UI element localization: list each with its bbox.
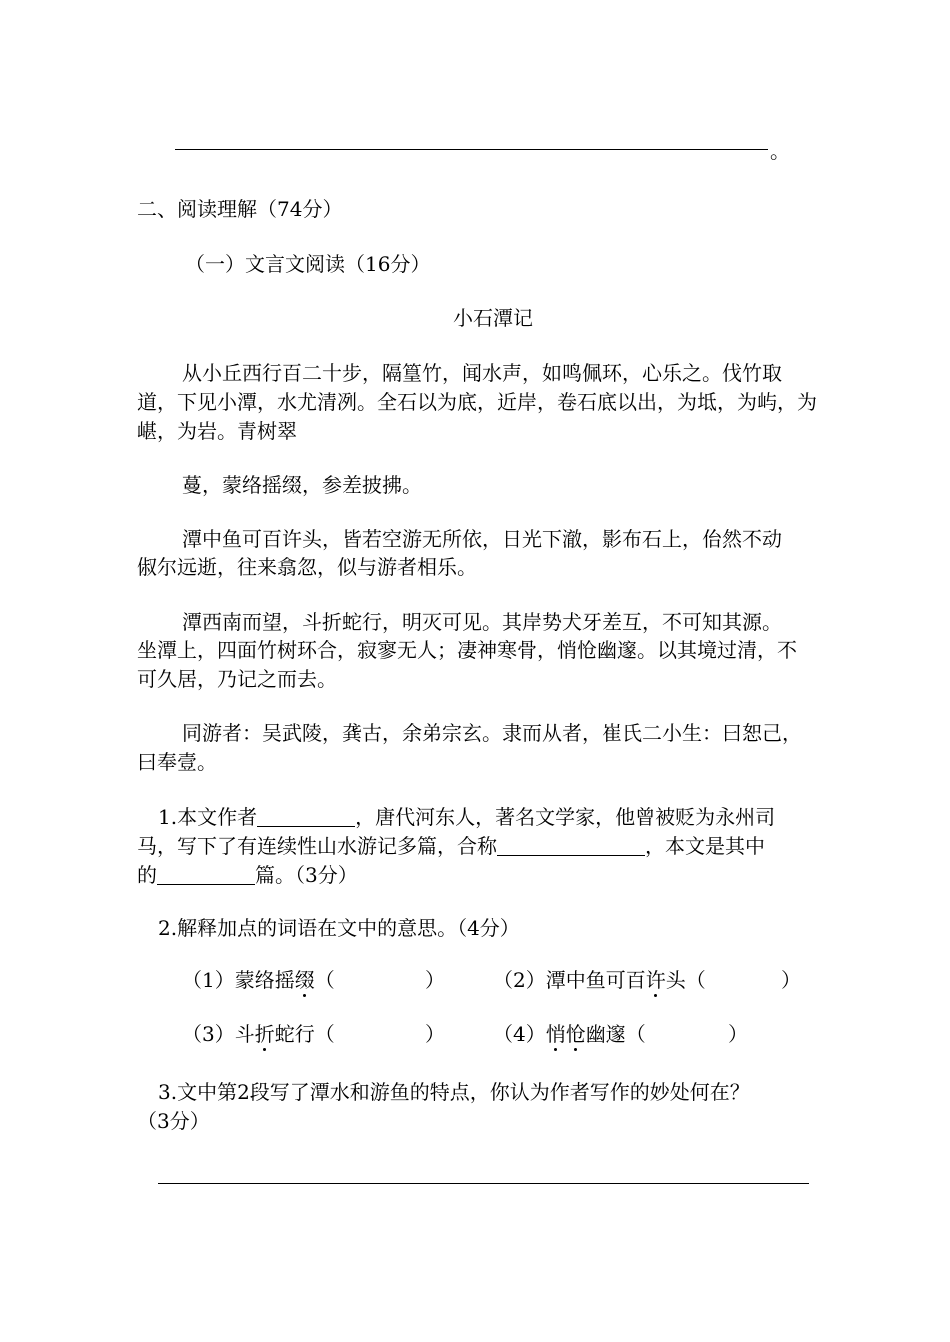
q2-i2-answer-space[interactable]: [715, 968, 777, 994]
q1-text-f: 篇。（3分）: [255, 863, 358, 887]
passage-p4-line1: 潭西南而望，斗折蛇行，明灭可见。其岸势犬牙差互，不可知其源。: [182, 610, 782, 634]
q2-i1-dotted-word: 缀: [294, 968, 315, 992]
q2-i3-text: （3）斗: [182, 1022, 255, 1046]
passage-p4-line2: 坐潭上，四面竹树环合，寂寥无人；凄神寒骨，悄怆幽邃。以其境过清，不: [137, 638, 797, 662]
q2-i4-open-paren: 幽邃（: [585, 1022, 646, 1046]
q2-i2-text: （2）潭中鱼可百: [493, 968, 646, 992]
q2-i4-dotted-word-1: 悄: [545, 1022, 566, 1046]
q1-ordinal-blank[interactable]: [157, 864, 255, 885]
question-1-line2: [137, 835, 765, 856]
q2-i1-answer-space[interactable]: [325, 968, 420, 994]
q2-i2-open-paren: 头（: [665, 968, 706, 992]
passage-p5-line2: 曰奉壹。: [137, 750, 217, 774]
q2-i1-close-paren: ）: [425, 968, 445, 992]
question-1-line3: [137, 864, 358, 885]
passage-title: 小石潭记: [453, 306, 533, 330]
passage-p1-line2: 道，下见小潭，水尤清冽。全石以为底，近岸，卷石底以出，为坻，为屿，为: [137, 390, 817, 414]
q2-i4-close-paren: ）: [728, 1022, 748, 1046]
passage-p1-line1: 从小丘西行百二十步，隔篁竹，闻水声，如鸣佩环，心乐之。伐竹取: [182, 361, 782, 385]
q2-i2-dotted-word: 许: [645, 968, 666, 992]
passage-p4-line3: 可久居，乃记之而去。: [137, 667, 337, 691]
question-2-item-2: [493, 970, 706, 990]
answer-line-period: 。: [770, 139, 790, 163]
q2-i1-open-paren: （: [314, 968, 335, 992]
q2-i2-close-paren: ）: [781, 968, 801, 992]
q2-i3-answer-space[interactable]: [325, 1022, 420, 1048]
q1-text-a: 1.本文作者: [158, 805, 258, 829]
passage-p2-line1: 蔓，蒙络摇缀，参差披拂。: [182, 473, 422, 497]
q1-collection-blank[interactable]: [497, 835, 645, 856]
q2-i3-open-paren: 蛇行（: [274, 1022, 335, 1046]
q2-i1-text: （1）蒙络摇: [182, 968, 295, 992]
question-2-item-4: [493, 1024, 646, 1044]
q2-i3-dotted-word: 折: [254, 1022, 275, 1046]
q1-text-d: ，本文是其中: [645, 834, 765, 858]
q2-i4-dotted-word-2: 怆: [565, 1022, 586, 1046]
question-1-line1: [158, 806, 775, 827]
passage-p3-line1: 潭中鱼可百许头，皆若空游无所依，日光下澈，影布石上，佁然不动: [182, 527, 782, 551]
question-2-item-1: [182, 970, 335, 990]
q2-i4-text: （4）: [493, 1022, 546, 1046]
answer-line-top: [175, 149, 768, 150]
q1-text-c: 马，写下了有连续性山水游记多篇，合称: [137, 834, 497, 858]
q1-author-blank[interactable]: [257, 806, 355, 827]
subsection-one-heading: （一）文言文阅读（16分）: [185, 252, 431, 276]
passage-p3-line2: 俶尔远逝，往来翕忽，似与游者相乐。: [137, 555, 477, 579]
passage-p1-line3: 嵁，为岩。青树翠: [137, 419, 297, 443]
q1-text-b: ，唐代河东人，著名文学家，他曾被贬为永州司: [355, 805, 776, 829]
question-2-item-3: [182, 1024, 335, 1044]
question-3-line1: 3.文中第2段写了潭水和游鱼的特点，你认为作者写作的妙处何在？: [158, 1080, 750, 1104]
section-two-heading: 二、阅读理解（74分）: [137, 197, 343, 221]
q2-i3-close-paren: ）: [425, 1022, 445, 1046]
q1-text-e: 的: [137, 863, 157, 887]
q2-i4-answer-space[interactable]: [655, 1022, 725, 1048]
question-3-line2: （3分）: [137, 1109, 210, 1133]
question-2-stem: 2.解释加点的词语在文中的意思。（4分）: [158, 916, 520, 940]
answer-line-bottom[interactable]: [158, 1183, 809, 1184]
passage-p5-line1: 同游者：吴武陵，龚古，余弟宗玄。隶而从者，崔氏二小生：曰恕己，: [182, 721, 802, 745]
